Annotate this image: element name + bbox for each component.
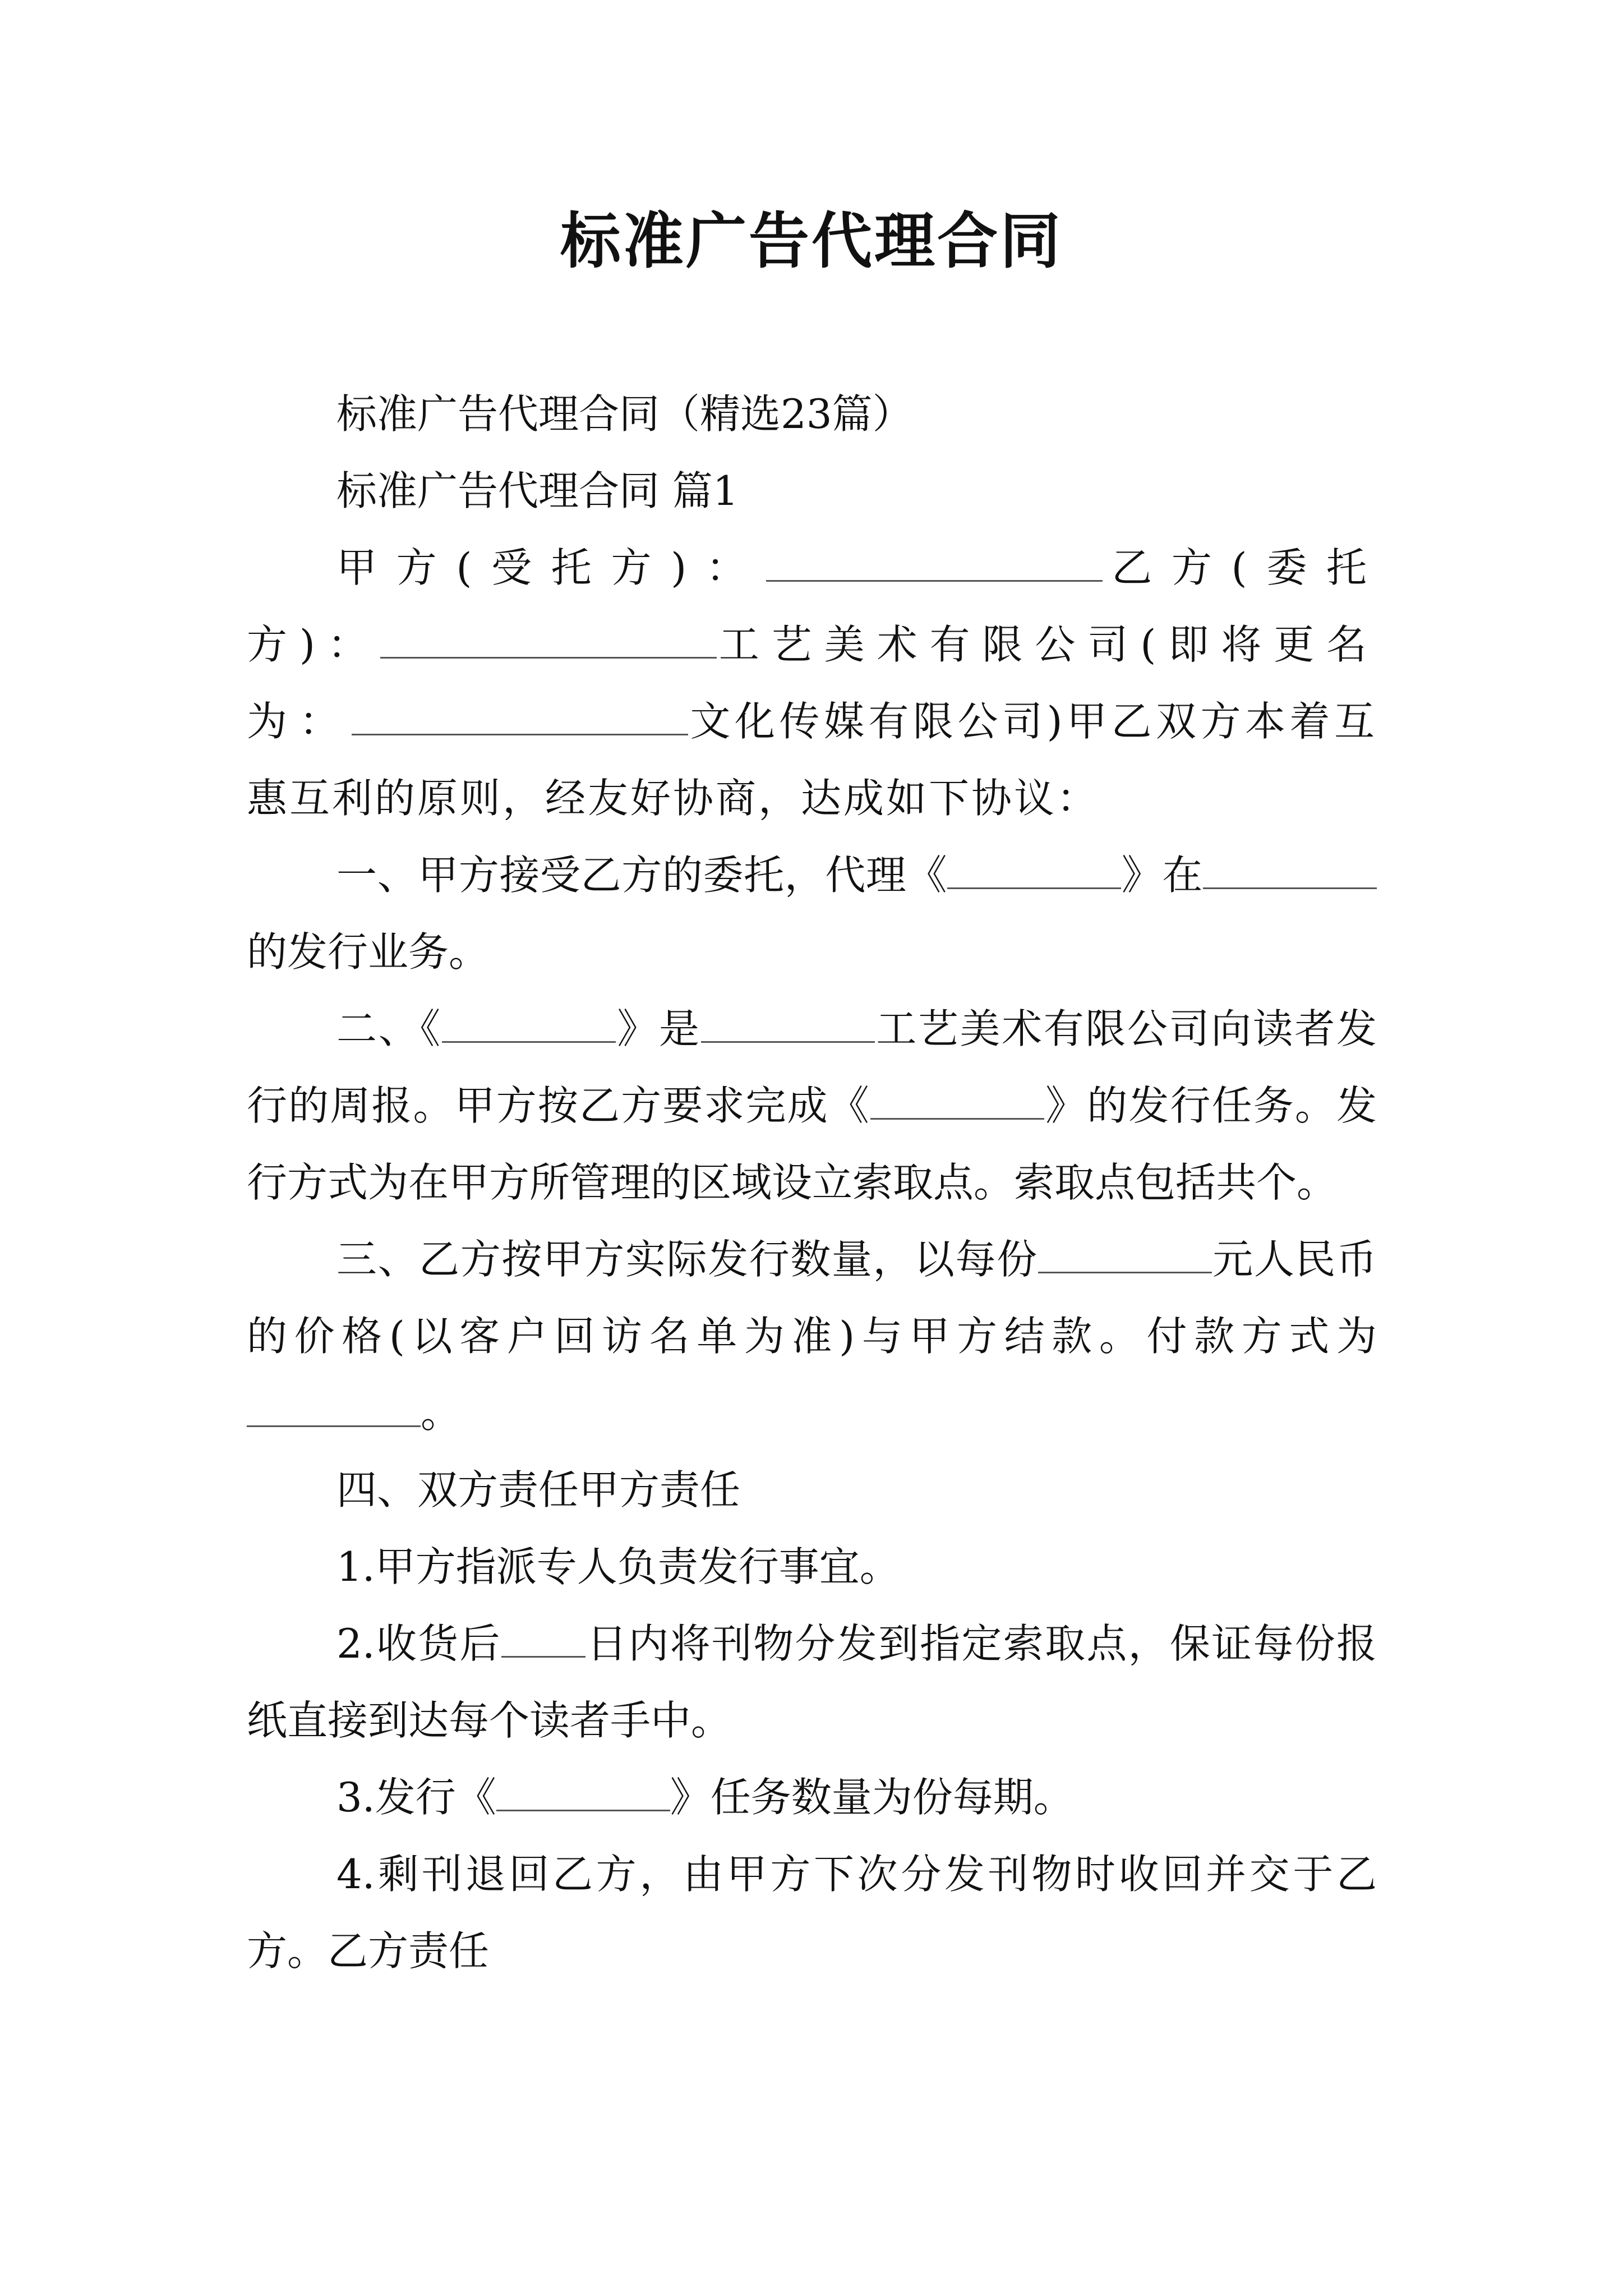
- company-text-2: 文化传媒有限公司)甲乙双方本着互惠互利的原则，经友好协商，达成如下协议：: [247, 698, 1377, 822]
- clause-3-blank-payment: [247, 1393, 421, 1427]
- item-3: [247, 1759, 1377, 1836]
- party-a-label: 甲方(受托方)：: [336, 544, 766, 591]
- section-heading: 标准广告代理合同 篇1: [336, 467, 739, 514]
- item-3-blank-publication: [496, 1777, 670, 1811]
- subtitle: 标准广告代理合同（精选23篇）: [336, 390, 913, 438]
- item-2-blank-days: [501, 1623, 585, 1658]
- party-b-label: 乙方(委托方)：: [247, 544, 1377, 668]
- clause-2-text-c: 工艺美术有限公司向读者发行的周报。甲方按乙方要求完成《: [247, 1005, 1377, 1129]
- item-1: 1.甲方指派专人负责发行事宜。: [336, 1543, 900, 1590]
- item-2-text-b: 日内将刊物分发到指定索取点，保证每份报纸直接到达每个读者手中。: [247, 1620, 1377, 1744]
- item-3-text-a: 3.发行《: [336, 1774, 496, 1821]
- company-rename-blank: [352, 701, 688, 735]
- clause-2-blank-publication-2: [870, 1085, 1044, 1120]
- clause-2-blank-company: [701, 1009, 875, 1043]
- party-b-blank: [380, 624, 717, 659]
- party-a-blank: [766, 547, 1103, 582]
- clause-1-text-b: 》在: [1121, 852, 1203, 899]
- document-body: [247, 376, 1377, 1990]
- clause-3: [247, 1221, 1377, 1452]
- clause-2-blank-publication: [442, 1009, 616, 1043]
- clause-3-text-c: 。: [421, 1389, 462, 1437]
- item-4: 4.剩刊退回乙方，由甲方下次分发刊物时收回并交于乙方。乙方责任: [247, 1851, 1377, 1975]
- item-3-text-b: 》任务数量为份每期。: [670, 1774, 1074, 1821]
- clause-3-blank-price: [1038, 1239, 1212, 1273]
- clause-3-text-b: 元人民币的价格(以客户回访名单为准)与甲方结款。付款方式为: [247, 1236, 1377, 1360]
- parties-paragraph: [247, 530, 1377, 837]
- clause-2-text-d: 》的发行任务。发行方式为在甲方所管理的区域设立索取点。索取点包括共个。: [247, 1082, 1377, 1206]
- document-title: 标准广告代理合同: [560, 206, 1063, 277]
- clause-2-text-b: 》是: [615, 1005, 701, 1052]
- clause-1-blank-area: [1203, 855, 1377, 889]
- clause-2: [247, 991, 1377, 1221]
- clause-1-text-c: 的发行业务。: [247, 928, 490, 976]
- clause-1-blank-publication: [947, 855, 1121, 889]
- clause-2-text-a: 二、《: [336, 1005, 442, 1052]
- item-2-text-a: 2.收货后: [336, 1620, 501, 1667]
- clause-1-text-a: 一、甲方接受乙方的委托，代理《: [336, 852, 948, 899]
- company-text-1: 工艺美术有限公司(即将更名为：: [247, 621, 1377, 745]
- clause-3-text-a: 三、乙方按甲方实际发行数量，以每份: [336, 1236, 1038, 1283]
- clause-4-heading: 四、双方责任甲方责任: [336, 1466, 741, 1513]
- item-2: [247, 1605, 1377, 1759]
- clause-1: [247, 837, 1377, 991]
